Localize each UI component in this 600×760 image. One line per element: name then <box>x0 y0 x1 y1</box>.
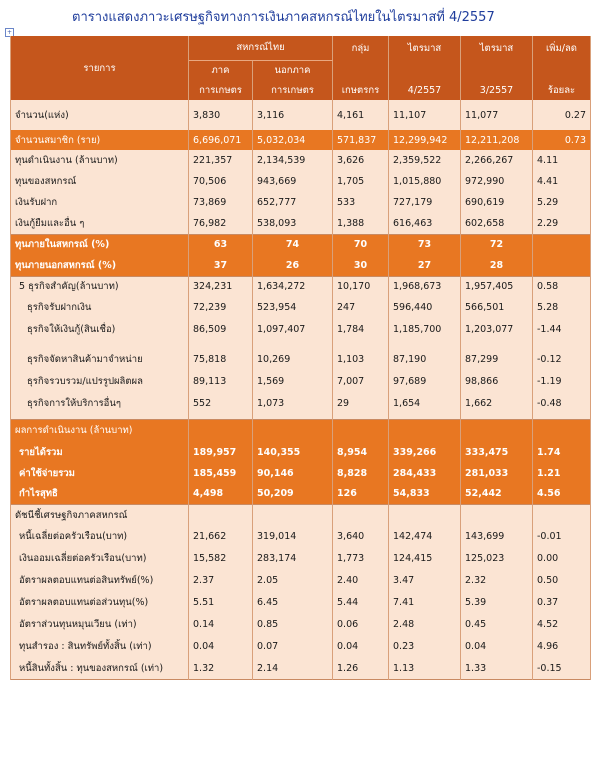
table-cell: 4,498 <box>189 484 253 505</box>
table-cell: 538,093 <box>253 213 333 234</box>
table-cell: ทุนภายในสหกรณ์ (%) <box>11 234 189 255</box>
table-cell: 2.29 <box>533 213 591 234</box>
table-cell: 339,266 <box>389 442 461 463</box>
table-cell: 73,869 <box>189 192 253 213</box>
table-cell: 1,015,880 <box>389 171 461 192</box>
table-row <box>11 255 591 276</box>
table-cell: 324,231 <box>189 276 253 297</box>
table-cell: -1.44 <box>533 318 591 340</box>
table-cell: 1,073 <box>253 392 333 414</box>
page-title: ตารางแสดงภาวะเศรษฐกิจทางการเงินภาคสหกรณ์ไทยในไตรมาสที่ 4/2557 <box>72 10 495 25</box>
table-cell <box>461 60 533 80</box>
table-cell: 1,097,407 <box>253 318 333 340</box>
table-cell <box>461 505 533 526</box>
table-cell: 1.33 <box>461 658 533 680</box>
table-cell: ทุนสำรอง : สินทรัพย์ทั้งสิ้น (เท่า) <box>11 636 189 658</box>
table-cell: 70 <box>333 234 389 255</box>
table-cell: 6.45 <box>253 592 333 614</box>
table-cell: 12,211,208 <box>461 130 533 150</box>
header-chg-1: เพิ่ม/ลด <box>533 36 591 60</box>
table-row <box>11 192 591 213</box>
header-group-1: กลุ่ม <box>333 36 389 60</box>
table-cell: 571,837 <box>333 130 389 150</box>
table-cell: 2,266,267 <box>461 150 533 171</box>
table-cell: 2.40 <box>333 570 389 592</box>
table-cell: 943,669 <box>253 171 333 192</box>
table-cell: 247 <box>333 297 389 318</box>
header-agri-2: การเกษตร <box>189 80 253 100</box>
table-row <box>11 420 591 442</box>
table-cell: 4,161 <box>333 105 389 125</box>
header-group-2: เกษตรกร <box>333 80 389 100</box>
table-cell: 566,501 <box>461 297 533 318</box>
table-cell: 63 <box>189 234 253 255</box>
table-row <box>11 105 591 125</box>
table-row <box>11 370 591 392</box>
table-row <box>11 570 591 592</box>
table-cell: 221,357 <box>189 150 253 171</box>
table-cell <box>533 255 591 276</box>
table-cell: 972,990 <box>461 171 533 192</box>
table-row <box>11 297 591 318</box>
table-cell: 0.06 <box>333 614 389 636</box>
table-cell: 2.32 <box>461 570 533 592</box>
table-row <box>11 548 591 570</box>
table-cell: 1,569 <box>253 370 333 392</box>
table-cell: 2.48 <box>389 614 461 636</box>
table-cell: จำนวน(แห่ง) <box>11 105 189 125</box>
table-cell <box>389 505 461 526</box>
table-cell: ธุรกิจรวบรวม/แปรรูปผลิตผล <box>11 370 189 392</box>
table-cell: 3,626 <box>333 150 389 171</box>
table-cell: 1,968,673 <box>389 276 461 297</box>
table-cell: -0.12 <box>533 348 591 370</box>
table-cell: 7,007 <box>333 370 389 392</box>
table-cell: 87,190 <box>389 348 461 370</box>
table-cell: 76,982 <box>189 213 253 234</box>
table-cell: 1,203,077 <box>461 318 533 340</box>
table-cell <box>533 234 591 255</box>
table-cell <box>189 420 253 442</box>
table-cell: 30 <box>333 255 389 276</box>
table-cell: 10,269 <box>253 348 333 370</box>
table-row <box>11 658 591 680</box>
table-anchor-icon: + <box>6 29 13 36</box>
table-row <box>11 171 591 192</box>
table-cell: 74 <box>253 234 333 255</box>
table-cell: -1.19 <box>533 370 591 392</box>
table-cell: 0.23 <box>389 636 461 658</box>
table-row <box>11 614 591 636</box>
table-cell: หนี้สินทั้งสิ้น : ทุนของสหกรณ์ (เท่า) <box>11 658 189 680</box>
table-cell: 52,442 <box>461 484 533 505</box>
table-cell: 10,170 <box>333 276 389 297</box>
table-cell: 26 <box>253 255 333 276</box>
table-cell: 5.28 <box>533 297 591 318</box>
table-cell: 1,773 <box>333 548 389 570</box>
table-cell: อัตราส่วนทุนหมุนเวียน (เท่า) <box>11 614 189 636</box>
header-coop-thai: สหกรณ์ไทย <box>189 36 333 60</box>
table-cell: 2.05 <box>253 570 333 592</box>
table-cell: 86,509 <box>189 318 253 340</box>
table-cell: 616,463 <box>389 213 461 234</box>
table-cell: 552 <box>189 392 253 414</box>
table-cell: ดัชนีชี้เศรษฐกิจภาคสหกรณ์ <box>11 505 189 526</box>
table-cell <box>389 420 461 442</box>
table-row <box>11 276 591 297</box>
table-cell: 283,174 <box>253 548 333 570</box>
table-cell: 652,777 <box>253 192 333 213</box>
table-cell: กำไรสุทธิ <box>11 484 189 505</box>
table-cell: 5.39 <box>461 592 533 614</box>
table-cell: 89,113 <box>189 370 253 392</box>
table-row <box>11 505 591 526</box>
table-cell: 3,830 <box>189 105 253 125</box>
table-cell <box>533 505 591 526</box>
header-chg-2: ร้อยละ <box>533 80 591 100</box>
table-cell: 5 ธุรกิจสำคัญ(ล้านบาท) <box>11 276 189 297</box>
table-cell: 0.50 <box>533 570 591 592</box>
table-cell: 1,103 <box>333 348 389 370</box>
table-cell <box>189 505 253 526</box>
table-cell: 319,014 <box>253 526 333 548</box>
table-cell: 2,359,522 <box>389 150 461 171</box>
table-cell: 90,146 <box>253 463 333 484</box>
table-cell: อัตราผลตอบแทนต่อสินทรัพย์(%) <box>11 570 189 592</box>
table-cell: 5,032,034 <box>253 130 333 150</box>
table-cell <box>389 340 461 348</box>
table-cell: 284,433 <box>389 463 461 484</box>
table-cell: 28 <box>461 255 533 276</box>
table-cell: 189,957 <box>189 442 253 463</box>
table-cell <box>461 420 533 442</box>
table-cell: 142,474 <box>389 526 461 548</box>
table-cell: 1,388 <box>333 213 389 234</box>
table-cell: 1.21 <box>533 463 591 484</box>
table-cell <box>253 505 333 526</box>
table-cell: ธุรกิจให้เงินกู้(สินเชื่อ) <box>11 318 189 340</box>
table-cell: 0.37 <box>533 592 591 614</box>
table-cell <box>253 340 333 348</box>
table-cell: 8,954 <box>333 442 389 463</box>
table-cell: 0.04 <box>461 636 533 658</box>
table-cell: หนี้เฉลี่ยต่อครัวเรือน(บาท) <box>11 526 189 548</box>
table-cell: ค่าใช้จ่ายรวม <box>11 463 189 484</box>
table-cell: 4.56 <box>533 484 591 505</box>
table-row <box>11 213 591 234</box>
table-cell: 1.26 <box>333 658 389 680</box>
header-q3-2: 3/2557 <box>461 80 533 100</box>
table-cell: 1.13 <box>389 658 461 680</box>
table-cell: 5.29 <box>533 192 591 213</box>
table-cell: 98,866 <box>461 370 533 392</box>
table-cell: 185,459 <box>189 463 253 484</box>
table-cell: 0.14 <box>189 614 253 636</box>
table-cell: 6,696,071 <box>189 130 253 150</box>
table-cell: -0.01 <box>533 526 591 548</box>
table-cell: -0.48 <box>533 392 591 414</box>
table-cell: 1,705 <box>333 171 389 192</box>
table-cell: เงินออมเฉลี่ยต่อครัวเรือน(บาท) <box>11 548 189 570</box>
table-cell: 29 <box>333 392 389 414</box>
header-items: รายการ <box>11 36 189 100</box>
table-cell: -0.15 <box>533 658 591 680</box>
table-cell: ธุรกิจจัดหาสินค้ามาจำหน่าย <box>11 348 189 370</box>
table-cell: 3,116 <box>253 105 333 125</box>
header-nonagri-1: นอกภาค <box>253 60 333 80</box>
table-cell: ทุนของสหกรณ์ <box>11 171 189 192</box>
table-cell: 4.41 <box>533 171 591 192</box>
table-cell: 126 <box>333 484 389 505</box>
table-cell: 4.52 <box>533 614 591 636</box>
table-cell: 11,107 <box>389 105 461 125</box>
table-cell: 2.37 <box>189 570 253 592</box>
table-row <box>11 442 591 463</box>
table-cell <box>461 340 533 348</box>
table-cell: อัตราผลตอบแทนต่อส่วนทุน(%) <box>11 592 189 614</box>
table-cell: 727,179 <box>389 192 461 213</box>
table-cell <box>189 340 253 348</box>
table-row <box>11 463 591 484</box>
table-cell <box>533 420 591 442</box>
header-nonagri-2: การเกษตร <box>253 80 333 100</box>
table-cell <box>533 60 591 80</box>
table-cell: 54,833 <box>389 484 461 505</box>
table-row <box>11 484 591 505</box>
table-cell: 73 <box>389 234 461 255</box>
table-cell <box>333 60 389 80</box>
table-cell: 97,689 <box>389 370 461 392</box>
table-cell: 1,662 <box>461 392 533 414</box>
table-cell: 1,185,700 <box>389 318 461 340</box>
table-cell: 602,658 <box>461 213 533 234</box>
table-cell: 0.45 <box>461 614 533 636</box>
table-cell: 4.96 <box>533 636 591 658</box>
table-row <box>11 348 591 370</box>
table-cell: ธุรกิจรับฝากเงิน <box>11 297 189 318</box>
table-cell: ทุนภายนอกสหกรณ์ (%) <box>11 255 189 276</box>
table-cell: 1.32 <box>189 658 253 680</box>
table-cell: 8,828 <box>333 463 389 484</box>
table-cell: 87,299 <box>461 348 533 370</box>
table-cell <box>333 420 389 442</box>
table-cell: 0.04 <box>189 636 253 658</box>
header-agri-1: ภาค <box>189 60 253 80</box>
table-cell: เงินกู้ยืมและอื่น ๆ <box>11 213 189 234</box>
table-cell: 1.74 <box>533 442 591 463</box>
table-cell: 3,640 <box>333 526 389 548</box>
table-row <box>11 318 591 340</box>
table-cell: 0.58 <box>533 276 591 297</box>
table-cell: รายได้รวม <box>11 442 189 463</box>
table-cell <box>333 340 389 348</box>
table-cell: ธุรกิจการให้บริการอื่นๆ <box>11 392 189 414</box>
table-cell <box>333 505 389 526</box>
table-cell: 37 <box>189 255 253 276</box>
table-cell: 7.41 <box>389 592 461 614</box>
table-cell: 72,239 <box>189 297 253 318</box>
table-cell: 75,818 <box>189 348 253 370</box>
table-cell: 50,209 <box>253 484 333 505</box>
table-cell: 70,506 <box>189 171 253 192</box>
table-cell: 533 <box>333 192 389 213</box>
table-cell: 281,033 <box>461 463 533 484</box>
table-cell: 15,582 <box>189 548 253 570</box>
table-cell: 12,299,942 <box>389 130 461 150</box>
table-row <box>11 234 591 255</box>
table-cell: 0.27 <box>533 105 591 125</box>
table-row <box>11 592 591 614</box>
header-q4-2: 4/2557 <box>389 80 461 100</box>
table-cell: จำนวนสมาชิก (ราย) <box>11 130 189 150</box>
cooperative-economy-table <box>10 36 591 680</box>
table-cell: 3.47 <box>389 570 461 592</box>
table-cell: 2.14 <box>253 658 333 680</box>
table-cell: 5.51 <box>189 592 253 614</box>
table-row <box>11 392 591 414</box>
table-cell: 0.07 <box>253 636 333 658</box>
table-cell <box>253 420 333 442</box>
table-row <box>11 526 591 548</box>
header-q4-1: ไตรมาส <box>389 36 461 60</box>
table-row <box>11 150 591 171</box>
table-cell: 125,023 <box>461 548 533 570</box>
table-row <box>11 130 591 150</box>
table-cell: 5.44 <box>333 592 389 614</box>
table-cell: 1,634,272 <box>253 276 333 297</box>
table-cell: 21,662 <box>189 526 253 548</box>
table-row <box>11 636 591 658</box>
table-cell <box>389 60 461 80</box>
table-cell: 140,355 <box>253 442 333 463</box>
table-cell: 0.04 <box>333 636 389 658</box>
table-cell <box>533 340 591 348</box>
header-q3-1: ไตรมาส <box>461 36 533 60</box>
table-cell: 1,784 <box>333 318 389 340</box>
table-cell: 11,077 <box>461 105 533 125</box>
table-cell: ผลการดำเนินงาน (ล้านบาท) <box>11 420 189 442</box>
table-cell: 690,619 <box>461 192 533 213</box>
table-cell: 0.85 <box>253 614 333 636</box>
table-cell: 143,699 <box>461 526 533 548</box>
table-cell <box>11 340 189 348</box>
table-cell: 72 <box>461 234 533 255</box>
table-cell: 1,654 <box>389 392 461 414</box>
table-cell: 27 <box>389 255 461 276</box>
table-cell: 4.11 <box>533 150 591 171</box>
table-cell: 124,415 <box>389 548 461 570</box>
table-cell: 523,954 <box>253 297 333 318</box>
table-cell: 333,475 <box>461 442 533 463</box>
table-cell: 0.73 <box>533 130 591 150</box>
table-cell: 1,957,405 <box>461 276 533 297</box>
table-cell: ทุนดำเนินงาน (ล้านบาท) <box>11 150 189 171</box>
table-cell: เงินรับฝาก <box>11 192 189 213</box>
table-cell: 596,440 <box>389 297 461 318</box>
table-cell: 0.00 <box>533 548 591 570</box>
table-cell: 2,134,539 <box>253 150 333 171</box>
